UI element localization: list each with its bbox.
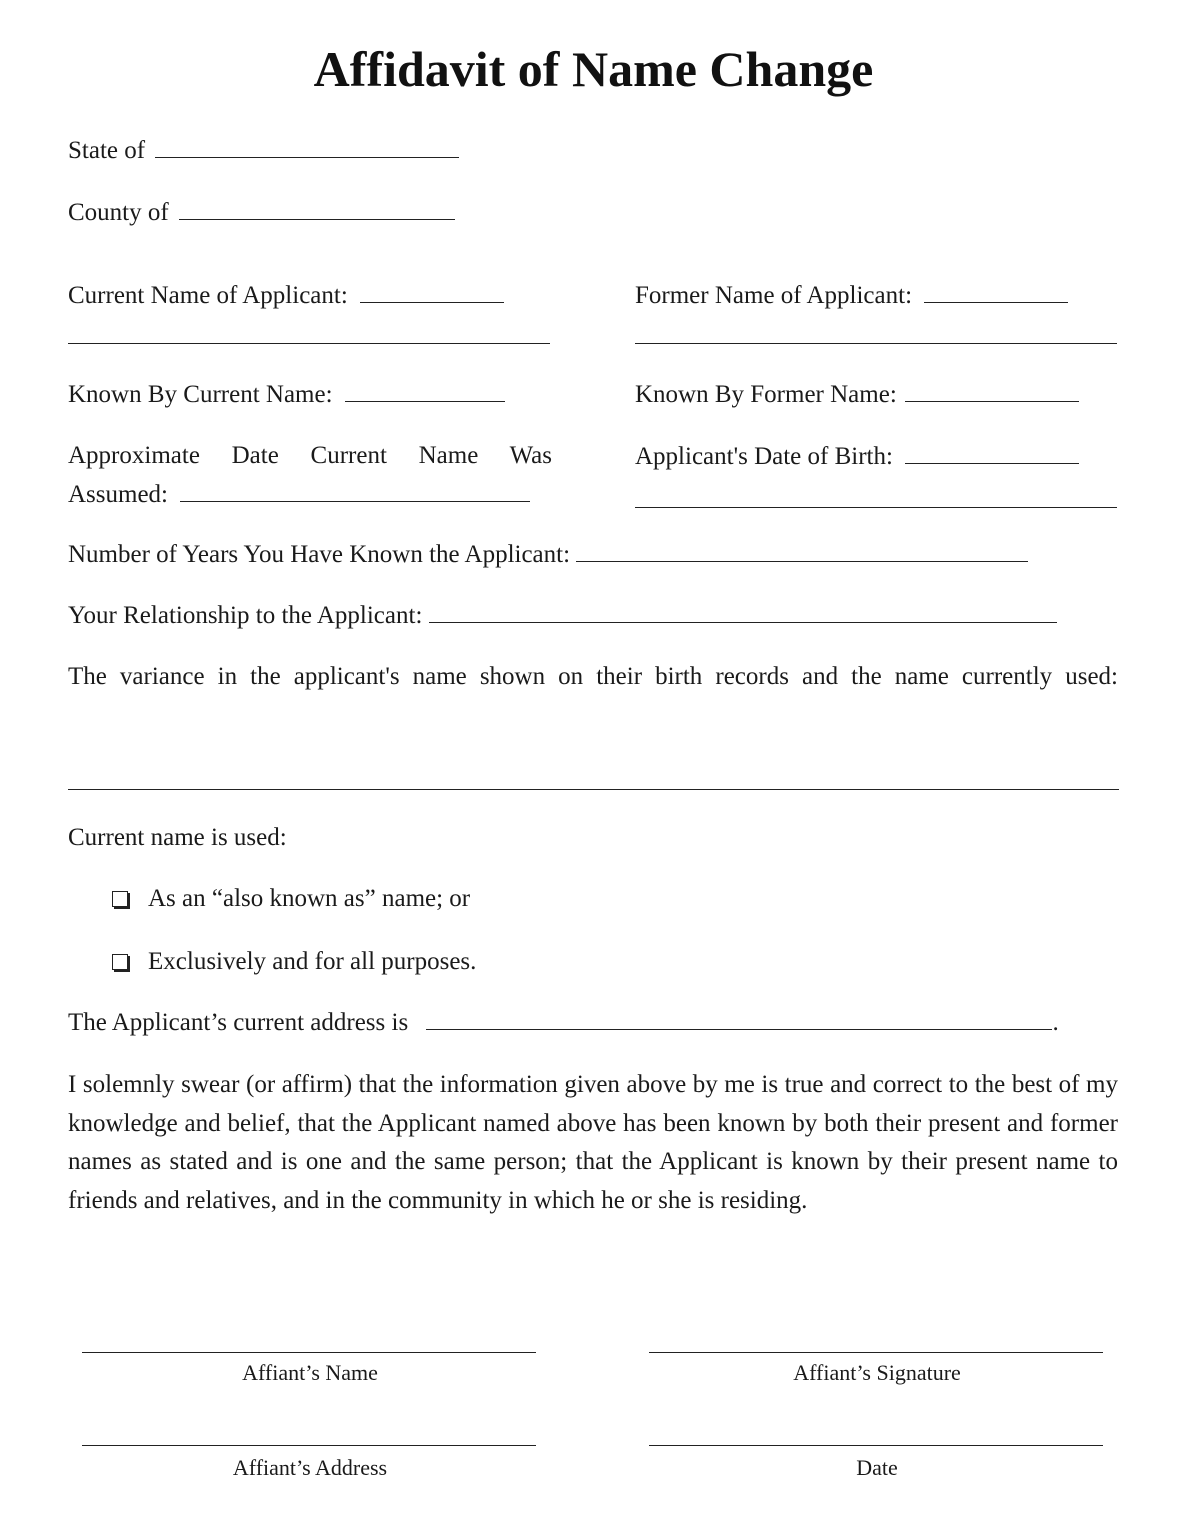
county-field xyxy=(68,197,455,228)
known-former-field xyxy=(635,379,1079,410)
approx-date-label-2: Assumed: xyxy=(68,481,168,508)
option-exclusive[interactable] xyxy=(112,947,476,977)
known-current-field xyxy=(68,379,505,410)
option-aka-label: As an “also known as” name; or xyxy=(148,885,471,912)
document-title: Affidavit of Name Change xyxy=(313,41,874,97)
state-blank[interactable] xyxy=(155,135,459,158)
affiant-address-label: Affiant’s Address xyxy=(232,1455,388,1480)
state-label: State of xyxy=(68,137,146,164)
current-name-blank[interactable] xyxy=(360,280,504,303)
years-known-label: Number of Years You Have Known the Applicant: xyxy=(68,541,571,568)
known-former-blank[interactable] xyxy=(905,379,1079,402)
variance-blank[interactable] xyxy=(68,789,1119,790)
affiant-signature-line[interactable] xyxy=(649,1352,1103,1353)
approx-date-field xyxy=(68,479,530,510)
county-label: County of xyxy=(68,199,169,226)
variance-label: The variance in the applicant's name shown on their birth records and the name currently used: xyxy=(68,663,1118,690)
state-field xyxy=(68,135,459,166)
former-name-blank-2[interactable] xyxy=(635,343,1117,344)
years-known-field xyxy=(68,539,1028,570)
current-name-field xyxy=(68,280,504,311)
relationship-label: Your Relationship to the Applicant: xyxy=(68,602,423,629)
affiant-signature-label: Affiant’s Signature xyxy=(793,1360,961,1385)
years-known-blank[interactable] xyxy=(576,539,1028,562)
address-label: The Applicant’s current address is xyxy=(68,1009,409,1036)
current-name-blank-2[interactable] xyxy=(68,343,550,344)
date-line[interactable] xyxy=(649,1445,1103,1446)
affiant-name-line[interactable] xyxy=(82,1352,536,1353)
former-name-field xyxy=(635,280,1068,311)
known-former-label: Known By Former Name: xyxy=(635,381,897,408)
county-blank[interactable] xyxy=(179,197,455,220)
current-name-used-label: Current name is used: xyxy=(68,824,287,851)
checkbox-icon[interactable] xyxy=(112,954,128,970)
oath-text: I solemnly swear (or affirm) that the information given above by me is true and correct to the best of my knowledge and belief, that the Applicant named above has been known by both their present and former names as stated and is one and the same person; that the Applicant is known by their present name to friends and relatives, and in the community in which he or she is residing. xyxy=(68,1071,1118,1214)
checkbox-icon[interactable] xyxy=(112,891,128,907)
dob-label: Applicant's Date of Birth: xyxy=(635,443,893,470)
known-current-label: Known By Current Name: xyxy=(68,381,333,408)
relationship-field xyxy=(68,600,1057,631)
relationship-blank[interactable] xyxy=(429,600,1057,623)
dob-blank-2[interactable] xyxy=(635,507,1117,508)
address-field xyxy=(68,1007,1059,1038)
former-name-label: Former Name of Applicant: xyxy=(635,282,913,309)
dob-field xyxy=(635,441,1079,472)
known-current-blank[interactable] xyxy=(345,379,505,402)
address-blank[interactable] xyxy=(426,1007,1052,1030)
option-aka[interactable] xyxy=(112,884,470,914)
option-exclusive-label: Exclusively and for all purposes. xyxy=(148,948,477,975)
date-label: Date xyxy=(856,1455,898,1480)
affiant-name-label: Affiant’s Name xyxy=(242,1360,378,1385)
dob-blank[interactable] xyxy=(905,441,1079,464)
approx-date-blank[interactable] xyxy=(180,479,530,502)
address-period: . xyxy=(1052,1009,1059,1036)
approx-date-label-1: Approximate Date Current Name Was xyxy=(68,442,552,469)
affiant-address-line[interactable] xyxy=(82,1445,536,1446)
former-name-blank[interactable] xyxy=(924,280,1068,303)
current-name-label: Current Name of Applicant: xyxy=(68,282,348,309)
